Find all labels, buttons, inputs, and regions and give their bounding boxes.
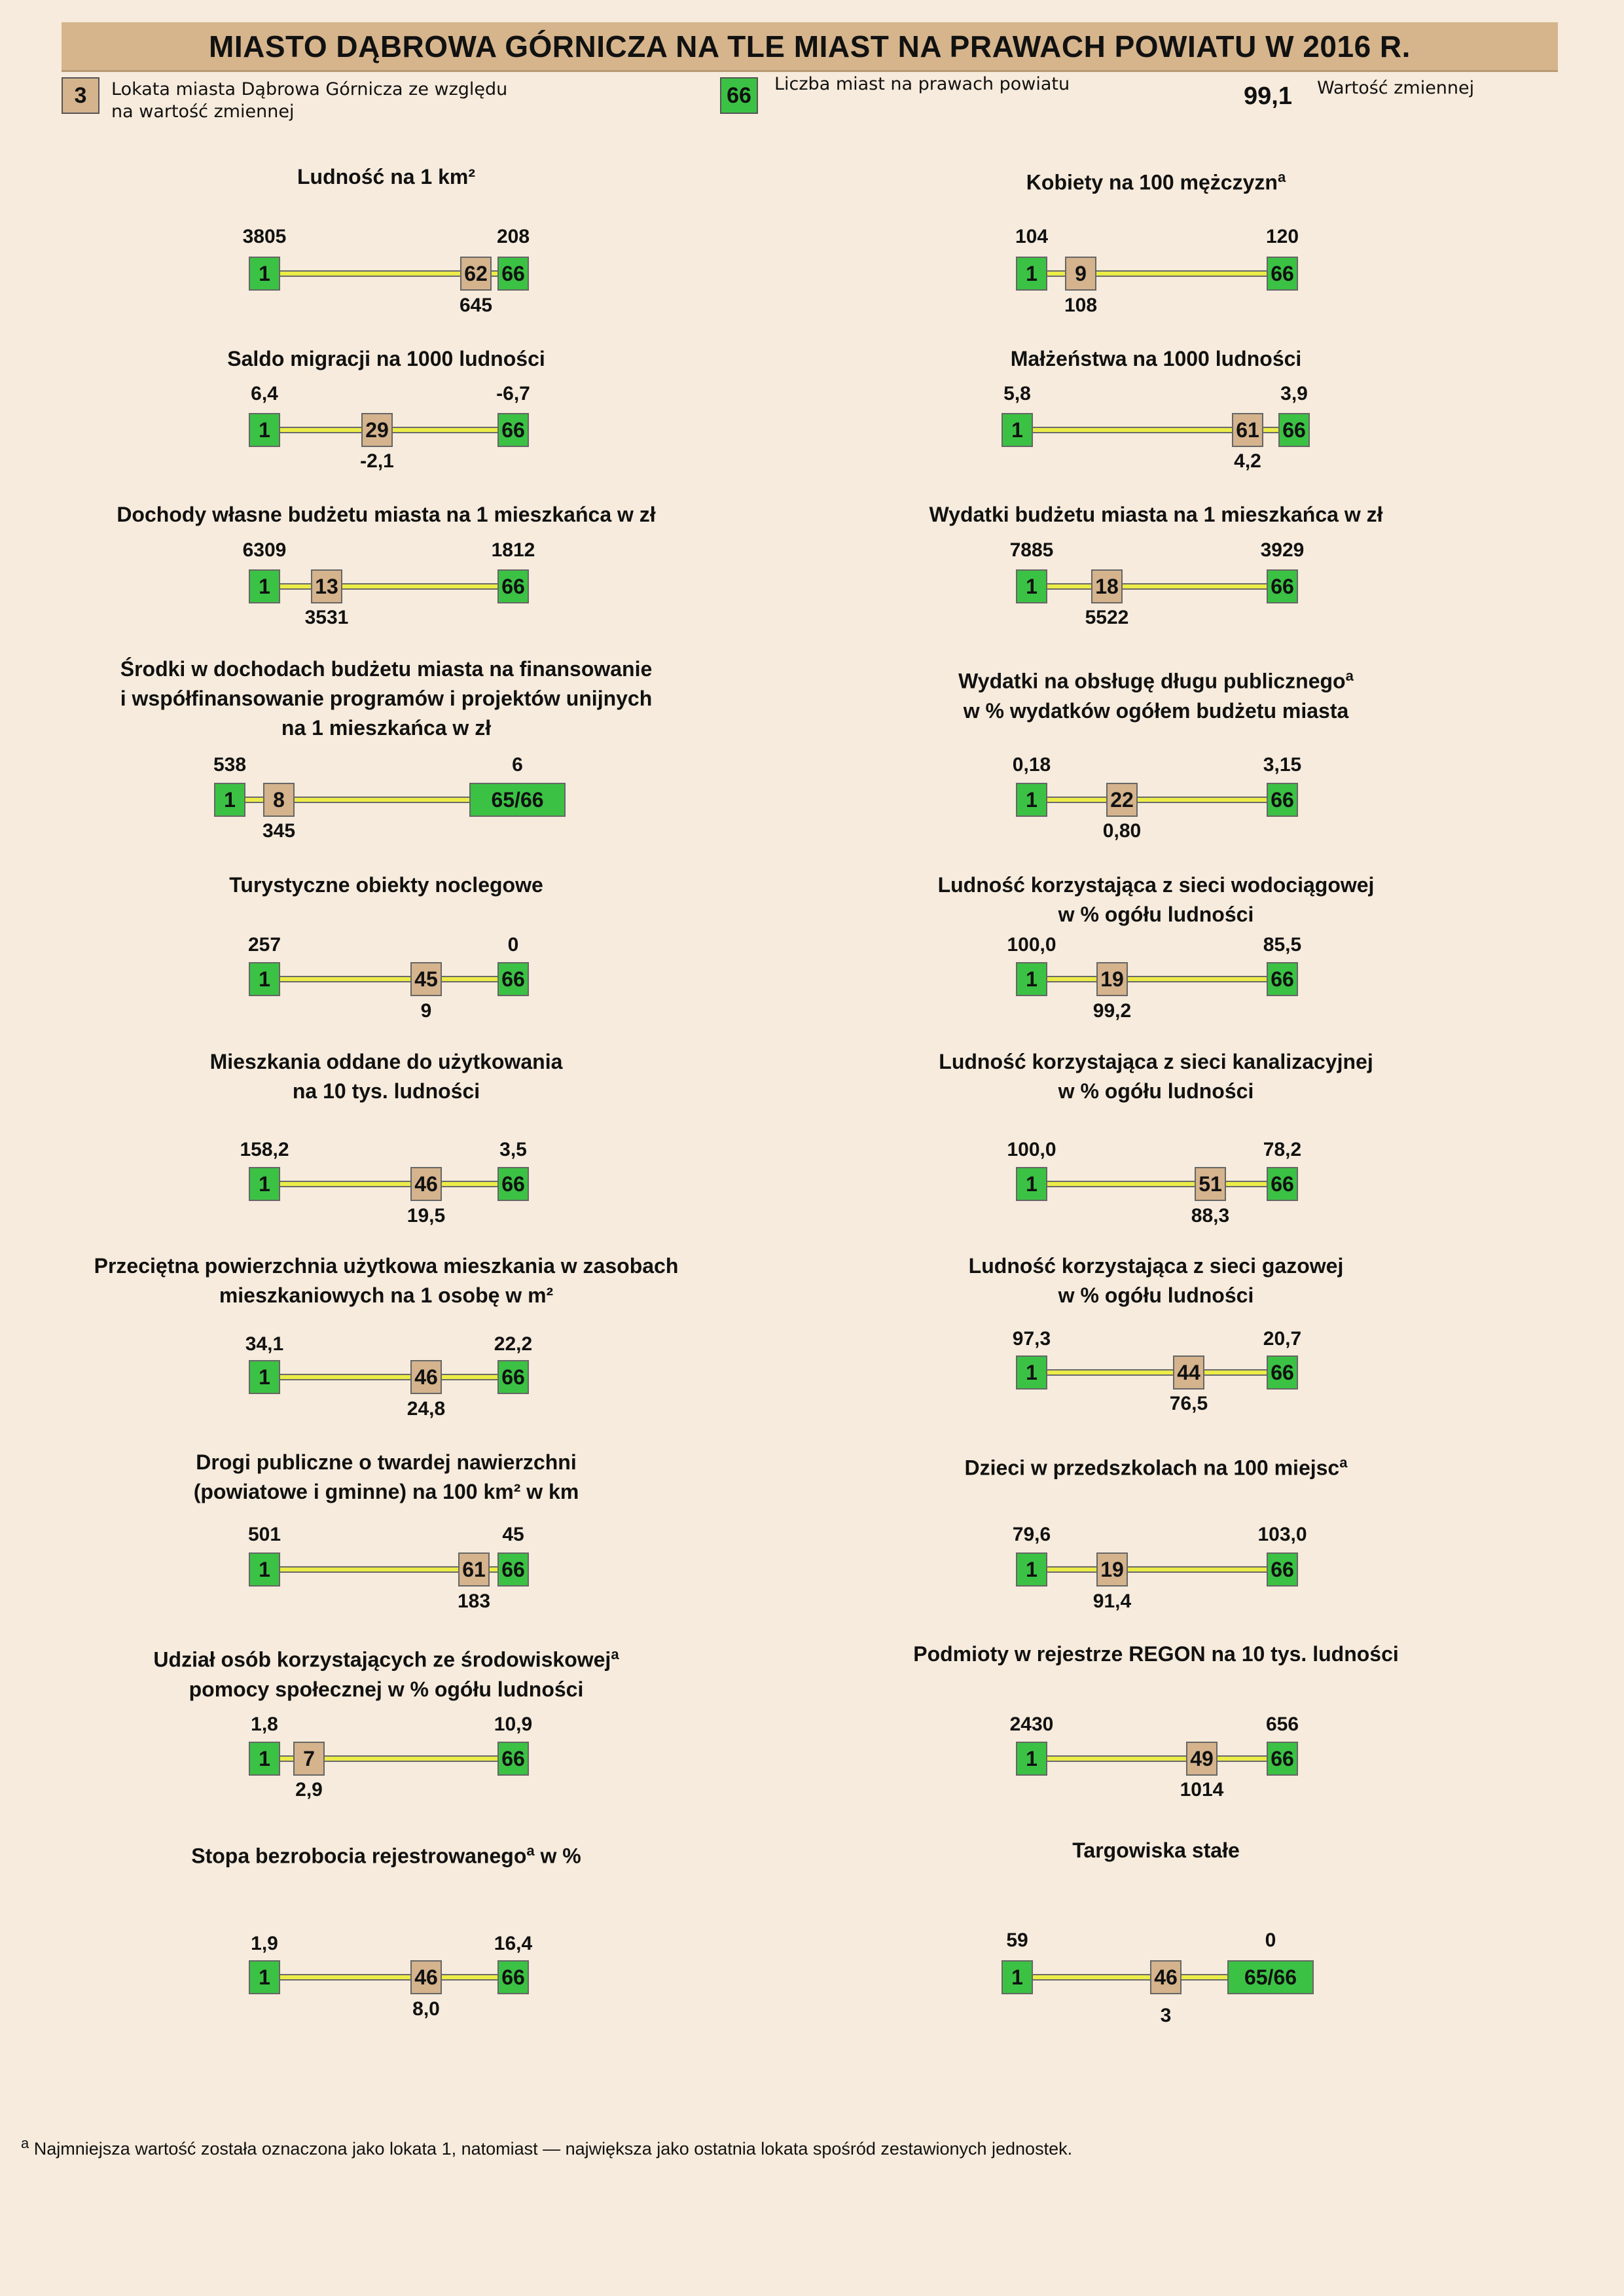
metric-title-footnote-marker: a (1339, 1454, 1348, 1471)
metric-title-text: Małżeństwa na 1000 ludności (1010, 347, 1302, 370)
metric-title-text: Przeciętna powierzchnia użytkowa mieszkania w zasobach (94, 1254, 679, 1278)
range-rail (1047, 1181, 1267, 1187)
page-title: MIASTO DĄBROWA GÓRNICZA NA TLE MIAST NA PRAWACH POWIATU W 2016 R. (209, 29, 1411, 63)
city-rank-box: 45 (410, 962, 442, 996)
rank-last-box: 66 (497, 962, 529, 996)
city-rank-box: 13 (311, 569, 342, 603)
city-rank-box: 61 (1232, 413, 1263, 447)
max-rank-value: 78,2 (1263, 1139, 1302, 1160)
metric-title (770, 1047, 1542, 1106)
metric-title-text: na 10 tys. ludności (292, 1079, 480, 1103)
metric-title-line (0, 1477, 772, 1507)
metric-title-text: w % ogółu ludności (1058, 1283, 1254, 1307)
city-value: 0,80 (1102, 820, 1142, 842)
max-rank-value: 1812 (491, 539, 535, 561)
range-rail (1047, 976, 1267, 982)
rank-first-box: 1 (249, 1742, 280, 1776)
min-rank-value: 5,8 (1003, 383, 1031, 404)
min-rank-value: 538 (213, 754, 247, 776)
city-value: 3531 (304, 607, 349, 628)
metric-title-line (770, 162, 1542, 198)
rank-first-box: 1 (1001, 1960, 1033, 1994)
rank-first-box: 1 (1016, 257, 1047, 291)
city-value: 76,5 (1169, 1393, 1208, 1414)
city-value: 19,5 (406, 1205, 446, 1227)
legend-value-sample: 99,1 (1244, 82, 1292, 110)
rank-last-box: 66 (1267, 962, 1298, 996)
metric-title-text: w % ogółu ludności (1058, 1079, 1254, 1103)
metric-title-text: Podmioty w rejestrze REGON na 10 tys. ludności (913, 1642, 1399, 1666)
rank-first-box: 1 (249, 1167, 280, 1201)
rank-last-box: 65/66 (469, 783, 566, 817)
metric-title-line (770, 1640, 1542, 1669)
metric-title-text: na 1 mieszkańca w zł (281, 716, 492, 740)
rank-last-box: 66 (1267, 569, 1298, 603)
max-rank-value: 208 (496, 226, 530, 247)
legend-count-badge: 66 (720, 77, 758, 114)
metric-title-footnote-marker: a (611, 1646, 619, 1662)
min-rank-value: 7885 (1009, 539, 1054, 561)
city-rank-box: 61 (458, 1552, 490, 1587)
rank-first-box: 1 (1016, 783, 1047, 817)
metric-title (0, 1836, 772, 1871)
city-value: -2,1 (360, 450, 394, 472)
metric-title (770, 500, 1542, 529)
rank-first-box: 1 (249, 962, 280, 996)
city-value: 5522 (1085, 607, 1129, 628)
min-rank-value: 59 (1006, 1929, 1028, 1951)
rank-first-box: 1 (1016, 1552, 1047, 1587)
metric-title (770, 162, 1542, 198)
rank-last-box: 66 (497, 413, 529, 447)
metric-title-text: w % (534, 1844, 581, 1868)
metric-title-text: Udział osób korzystających ze środowiskowej (153, 1647, 611, 1672)
rank-last-box: 66 (497, 1167, 529, 1201)
metric-title-line (770, 1251, 1542, 1281)
metric-title (770, 1836, 1542, 1865)
rank-first-box: 1 (1016, 1167, 1047, 1201)
metric-title (770, 870, 1542, 929)
range-rail (280, 1181, 497, 1187)
rank-first-box: 1 (249, 1960, 280, 1994)
range-rail (280, 976, 497, 982)
metric-title-text: Ludność korzystająca z sieci wodociągowej (937, 873, 1375, 897)
metric-title-line (770, 870, 1542, 900)
rank-last-box: 66 (1267, 1552, 1298, 1587)
city-value: 9 (420, 1000, 432, 1022)
rank-last-box: 66 (1267, 257, 1298, 291)
rank-last-box: 66 (497, 1552, 529, 1587)
max-rank-value: 120 (1265, 226, 1299, 247)
rank-first-box: 1 (249, 257, 280, 291)
range-rail (1047, 583, 1267, 590)
city-value: 645 (459, 295, 493, 316)
city-rank-box: 46 (1150, 1960, 1182, 1994)
metric-title (770, 1640, 1542, 1669)
rank-last-box: 66 (1278, 413, 1310, 447)
max-rank-value: 0 (507, 934, 519, 956)
metric-title-text: (powiatowe i gminne) na 100 km² w km (193, 1480, 579, 1503)
metric-title-text: Dochody własne budżetu miasta na 1 mieszkańca w zł (117, 503, 656, 526)
metric-title (0, 1047, 772, 1106)
metric-title-line (0, 655, 772, 684)
range-rail (280, 1374, 497, 1380)
range-rail (1047, 1566, 1267, 1573)
city-rank-box: 29 (361, 413, 393, 447)
city-rank-box: 44 (1173, 1355, 1204, 1390)
rank-first-box: 1 (249, 1360, 280, 1394)
metric-title-text: mieszkaniowych na 1 osobę w m² (219, 1283, 554, 1307)
legend-rank-badge: 3 (62, 77, 99, 114)
metric-title-line (0, 1281, 772, 1310)
city-rank-box: 8 (263, 783, 295, 817)
metric-title-line (770, 500, 1542, 529)
city-rank-box: 46 (410, 1167, 442, 1201)
metric-title-footnote-marker: a (526, 1842, 535, 1859)
max-rank-value: 20,7 (1263, 1328, 1302, 1350)
metric-title (770, 1448, 1542, 1483)
rank-first-box: 1 (1016, 962, 1047, 996)
city-rank-box: 7 (293, 1742, 325, 1776)
metric-title-line (0, 1836, 772, 1871)
metric-title-line (0, 1077, 772, 1106)
metric-title-text: Targowiska stałe (1072, 1839, 1240, 1862)
rank-first-box: 1 (1016, 1742, 1047, 1776)
range-rail (280, 1974, 497, 1981)
legend-rank-text-line-1: Lokata miasta Dąbrowa Górnicza ze względu (111, 79, 508, 99)
city-rank-box: 51 (1195, 1167, 1226, 1201)
metric-title-text: Środki w dochodach budżetu miasta na finansowanie (120, 657, 653, 681)
max-rank-value: 3,5 (499, 1139, 527, 1160)
rank-first-box: 1 (1016, 1355, 1047, 1390)
rank-last-box: 66 (497, 1960, 529, 1994)
metric-title-text: Ludność na 1 km² (297, 165, 476, 188)
metric-title-text: Turystyczne obiekty noclegowe (229, 873, 543, 897)
metric-title (0, 500, 772, 529)
metric-title-line (0, 1251, 772, 1281)
max-rank-value: 3929 (1260, 539, 1305, 561)
max-rank-value: 656 (1265, 1713, 1299, 1735)
city-value: 88,3 (1191, 1205, 1230, 1227)
metric-title-line (0, 713, 772, 743)
rank-first-box: 1 (249, 413, 280, 447)
min-rank-value: 1,9 (251, 1933, 278, 1954)
min-rank-value: 79,6 (1012, 1524, 1051, 1545)
city-value: 1014 (1180, 1779, 1224, 1801)
rank-last-box: 66 (1267, 1742, 1298, 1776)
footnote-text: Najmniejsza wartość została oznaczona jako lokata 1, natomiast — największa jako ostatnia lokata spośród zestawionych jednostek. (33, 2139, 1073, 2159)
rank-first-box: 1 (1016, 569, 1047, 603)
metric-title-line (0, 870, 772, 900)
metric-title (0, 655, 772, 743)
range-rail (1047, 1755, 1267, 1762)
max-rank-value: -6,7 (496, 383, 530, 404)
metric-title-text: Wydatki budżetu miasta na 1 mieszkańca w zł (929, 503, 1383, 526)
city-value: 91,4 (1092, 1590, 1132, 1612)
city-rank-box: 19 (1096, 962, 1128, 996)
metric-title-text: Dzieci w przedszkolach na 100 miejsc (964, 1456, 1340, 1480)
metric-title-text: Mieszkania oddane do użytkowania (209, 1050, 563, 1073)
metric-title-line (770, 900, 1542, 929)
city-rank-box: 9 (1065, 257, 1096, 291)
max-rank-value: 3,15 (1263, 754, 1302, 776)
metric-title-line (0, 1675, 772, 1704)
max-rank-value: 85,5 (1263, 934, 1302, 956)
max-rank-value: 22,2 (494, 1333, 533, 1355)
legend-rank-text-line-2: na wartość zmiennej (111, 101, 295, 122)
metric-title-text: Ludność korzystająca z sieci kanalizacyjnej (939, 1050, 1373, 1073)
metric-title-text: Ludność korzystająca z sieci gazowej (968, 1254, 1344, 1278)
min-rank-value: 158,2 (240, 1139, 289, 1160)
footnote-marker: a (21, 2135, 29, 2151)
metric-title (770, 661, 1542, 726)
metric-title-line (770, 1077, 1542, 1106)
rank-last-box: 66 (497, 257, 529, 291)
city-rank-box: 22 (1106, 783, 1138, 817)
city-value: 2,9 (295, 1779, 323, 1801)
metric-title-text: w % wydatków ogółem budżetu miasta (963, 698, 1349, 723)
min-rank-value: 100,0 (1007, 934, 1056, 956)
rank-first-box: 1 (249, 569, 280, 603)
metric-title-line (770, 1448, 1542, 1483)
rank-last-box: 66 (497, 1360, 529, 1394)
legend-rank-text (111, 79, 507, 123)
rank-first-box: 1 (1001, 413, 1033, 447)
min-rank-value: 2430 (1009, 1713, 1054, 1735)
rank-last-box: 66 (497, 569, 529, 603)
city-value: 8,0 (412, 1998, 440, 2020)
metric-title-line (0, 1448, 772, 1477)
footnote (21, 2135, 1072, 2159)
min-rank-value: 3805 (242, 226, 287, 247)
legend-count-text: Liczba miast na prawach powiatu (774, 74, 1070, 94)
metric-title-line (770, 696, 1542, 726)
min-rank-value: 6,4 (251, 383, 278, 404)
metric-title-text: w % ogółu ludności (1058, 903, 1254, 926)
city-rank-box: 62 (460, 257, 492, 291)
metric-title-line (0, 1640, 772, 1675)
metric-title (0, 870, 772, 900)
metric-title-line (0, 684, 772, 713)
min-rank-value: 501 (247, 1524, 281, 1545)
max-rank-value: 45 (502, 1524, 524, 1545)
city-rank-box: 18 (1091, 569, 1123, 603)
city-rank-box: 46 (410, 1360, 442, 1394)
metric-title-text: Wydatki na obsługę długu publicznego (958, 669, 1346, 693)
city-value: 345 (262, 820, 296, 842)
min-rank-value: 1,8 (251, 1713, 278, 1735)
range-rail (1033, 1974, 1227, 1981)
metric-title-text: Saldo migracji na 1000 ludności (227, 347, 545, 370)
legend-value-text: Wartość zmiennej (1317, 78, 1475, 98)
metric-title-text: Stopa bezrobocia rejestrowanego (191, 1844, 527, 1868)
city-rank-box: 49 (1186, 1742, 1218, 1776)
metric-title-text: Drogi publiczne o twardej nawierzchni (196, 1450, 577, 1474)
min-rank-value: 104 (1015, 226, 1049, 247)
min-rank-value: 0,18 (1012, 754, 1051, 776)
max-rank-value: 6 (512, 754, 523, 776)
metric-title-text: Kobiety na 100 mężczyzn (1026, 170, 1278, 194)
metric-title (0, 162, 772, 192)
metric-title-line (0, 344, 772, 374)
metric-title (770, 1251, 1542, 1310)
city-rank-box: 19 (1096, 1552, 1128, 1587)
metric-title-line (0, 162, 772, 192)
city-rank-box: 46 (410, 1960, 442, 1994)
metric-title-line (770, 1047, 1542, 1077)
metric-title-line (770, 661, 1542, 696)
rank-last-box: 65/66 (1227, 1960, 1314, 1994)
city-value: 99,2 (1092, 1000, 1132, 1022)
rank-first-box: 1 (249, 1552, 280, 1587)
city-value: 3 (1160, 2005, 1172, 2026)
metric-title-text: i współfinansowanie programów i projektów unijnych (120, 687, 653, 710)
min-rank-value: 100,0 (1007, 1139, 1056, 1160)
max-rank-value: 3,9 (1280, 383, 1308, 404)
metric-title-line (770, 1836, 1542, 1865)
rank-first-box: 1 (214, 783, 245, 817)
metric-title-line (0, 1047, 772, 1077)
metric-title-text: pomocy społecznej w % ogółu ludności (189, 1677, 584, 1701)
city-value: 183 (457, 1590, 491, 1612)
metric-title (0, 1640, 772, 1704)
max-rank-value: 10,9 (494, 1713, 533, 1735)
metric-title (0, 1251, 772, 1310)
metric-title (0, 1448, 772, 1507)
rank-last-box: 66 (1267, 1167, 1298, 1201)
min-rank-value: 257 (247, 934, 281, 956)
max-rank-value: 16,4 (494, 1933, 533, 1954)
rank-last-box: 66 (1267, 1355, 1298, 1390)
metric-title (0, 344, 772, 374)
max-rank-value: 0 (1265, 1929, 1276, 1951)
city-value: 4,2 (1234, 450, 1261, 472)
metric-title-line (770, 344, 1542, 374)
metric-title-footnote-marker: a (1277, 169, 1286, 185)
metric-title-line (0, 500, 772, 529)
metric-title-line (770, 1281, 1542, 1310)
max-rank-value: 103,0 (1257, 1524, 1307, 1545)
range-rail (1047, 1369, 1267, 1376)
range-rail (1047, 797, 1267, 803)
metric-title-footnote-marker: a (1345, 668, 1354, 684)
metric-title (770, 344, 1542, 374)
min-rank-value: 97,3 (1012, 1328, 1051, 1350)
min-rank-value: 34,1 (245, 1333, 284, 1355)
city-value: 108 (1064, 295, 1098, 316)
rank-last-box: 66 (497, 1742, 529, 1776)
page-title-bar (62, 22, 1558, 72)
city-value: 24,8 (406, 1398, 446, 1420)
rank-last-box: 66 (1267, 783, 1298, 817)
min-rank-value: 6309 (242, 539, 287, 561)
